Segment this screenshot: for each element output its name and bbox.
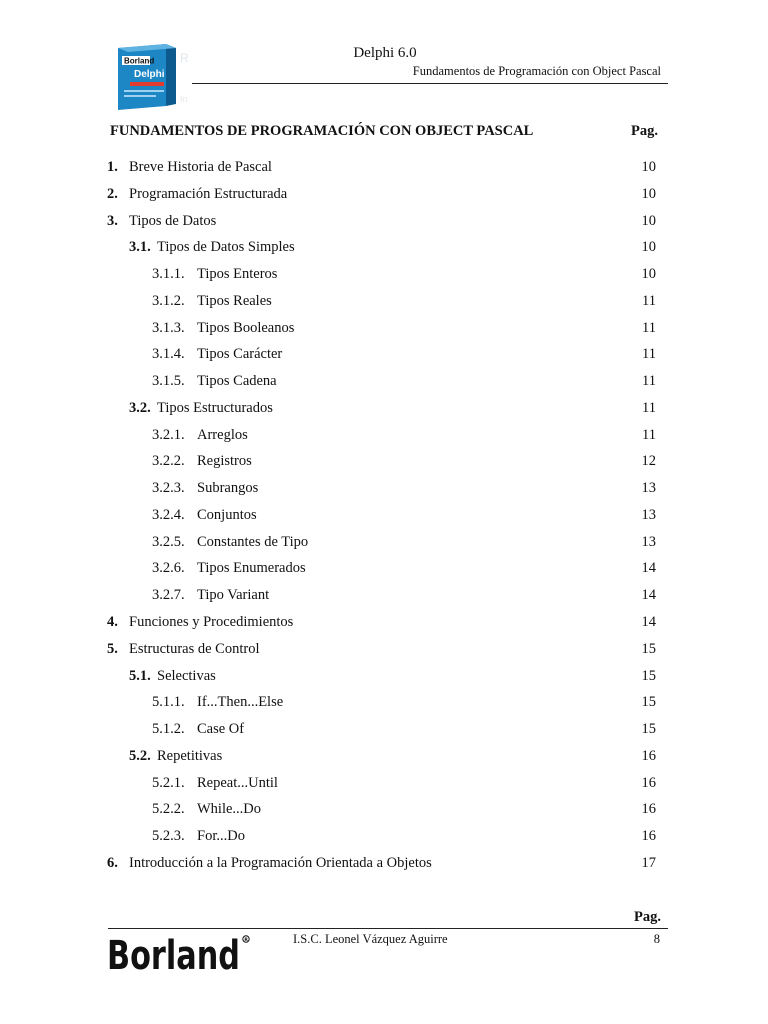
svg-text:In: In xyxy=(180,94,188,104)
toc-entry-title: Repetitivas xyxy=(157,747,223,764)
toc-entry xyxy=(0,689,768,716)
toc-entry-number: 6. xyxy=(107,854,118,871)
footer-page-number: 8 xyxy=(653,932,660,946)
box-brand-text: Borland xyxy=(124,56,155,66)
toc-entry-number: 3.2.7. xyxy=(152,587,185,604)
toc-entry-page: 16 xyxy=(641,774,656,791)
toc-entry-page: 11 xyxy=(642,399,656,416)
toc-entry-title: If...Then...Else xyxy=(197,694,284,711)
toc-entry-number: 5.2.1. xyxy=(152,774,185,791)
toc-entry xyxy=(0,448,768,475)
svg-text:R: R xyxy=(180,51,189,65)
toc-entry xyxy=(0,475,768,502)
toc-entry-title: Constantes de Tipo xyxy=(197,533,309,550)
toc-entry-page: 17 xyxy=(641,854,656,871)
toc-entry-number: 3.1.5. xyxy=(152,373,185,390)
toc-entry xyxy=(0,770,768,797)
toc-entry-number: 5.1.2. xyxy=(152,721,185,738)
toc-entry-title: Tipos Carácter xyxy=(197,346,283,363)
toc-entry-number: 3. xyxy=(107,212,118,229)
toc-entry-title: Tipos de Datos xyxy=(129,212,217,229)
toc-entry-title: Tipos Reales xyxy=(197,292,272,309)
toc-entry-page: 15 xyxy=(641,640,656,657)
toc-entry-number: 3.2. xyxy=(129,399,151,416)
toc-entry xyxy=(0,850,768,877)
toc-entry-page: 11 xyxy=(642,373,656,390)
toc-entry xyxy=(0,422,768,449)
toc-entry xyxy=(0,368,768,395)
toc-entry-page: 11 xyxy=(642,346,656,363)
toc-entry xyxy=(0,181,768,208)
toc-entry-title: While...Do xyxy=(197,801,262,818)
toc-entry-page: 10 xyxy=(641,239,656,256)
toc-entry-title: Funciones y Procedimientos xyxy=(129,614,294,631)
toc-entry-title: Repeat...Until xyxy=(197,774,278,791)
toc-entry-page: 15 xyxy=(641,721,656,738)
toc-entry xyxy=(0,663,768,690)
toc-entry xyxy=(0,529,768,556)
toc-entry-page: 15 xyxy=(641,667,656,684)
toc-entry-number: 5.1.1. xyxy=(152,694,185,711)
toc-entry-number: 3.1. xyxy=(129,239,151,256)
toc-entry xyxy=(0,743,768,770)
footer-divider xyxy=(108,928,668,929)
footer-page-label: Pag. xyxy=(634,909,661,925)
toc-entry-number: 3.1.4. xyxy=(152,346,185,363)
header-subtitle: Fundamentos de Programación con Object Pascal xyxy=(412,64,661,78)
toc-entry-number: 3.2.6. xyxy=(152,560,185,577)
toc-entry-title: Tipos Estructurados xyxy=(157,399,273,416)
toc-entry-number: 3.1.1. xyxy=(152,266,185,283)
toc-entry-title: Programación Estructurada xyxy=(129,185,288,202)
toc-entry-title: Tipo Variant xyxy=(197,587,270,604)
toc-page-column-label: Pag. xyxy=(631,123,658,139)
toc-entry-number: 5.2.3. xyxy=(152,828,185,845)
toc-entry xyxy=(0,796,768,823)
header-title: Delphi 6.0 xyxy=(353,45,417,61)
toc-entry-number: 5.2.2. xyxy=(152,801,185,818)
toc-entry-page: 14 xyxy=(641,560,656,577)
toc-entry-title: Conjuntos xyxy=(197,506,257,523)
toc-title: FUNDAMENTOS DE PROGRAMACIÓN CON OBJECT PASCAL xyxy=(110,123,534,139)
toc-entry-number: 3.2.4. xyxy=(152,506,185,523)
svg-text:Borland: Borland xyxy=(107,933,240,975)
toc-entry-page: 11 xyxy=(642,292,656,309)
toc-entry-page: 14 xyxy=(641,587,656,604)
toc-entry-page: 10 xyxy=(641,159,656,175)
toc-entry-number: 3.2.1. xyxy=(152,426,185,443)
toc-entry xyxy=(0,341,768,368)
toc-entry xyxy=(0,261,768,288)
toc-entry xyxy=(0,502,768,529)
toc-entry xyxy=(0,555,768,582)
toc-entry-title: Breve Historia de Pascal xyxy=(129,159,272,175)
toc-entry-page: 11 xyxy=(642,319,656,336)
box-product-text: Delphi xyxy=(134,69,165,80)
toc-entry xyxy=(0,823,768,850)
toc-entry-title: Tipos Booleanos xyxy=(197,319,295,336)
toc-entry-number: 3.1.3. xyxy=(152,319,185,336)
toc-entry xyxy=(0,716,768,743)
toc-entry-page: 15 xyxy=(641,694,656,711)
toc-entry-number: 3.2.2. xyxy=(152,453,185,470)
toc-entry-title: Registros xyxy=(197,453,252,470)
toc-entry-page: 16 xyxy=(641,828,656,845)
toc-entry xyxy=(0,234,768,261)
toc-entry-number: 5.1. xyxy=(129,667,151,684)
toc-entry xyxy=(0,288,768,315)
toc-entry-page: 13 xyxy=(641,506,656,523)
toc-entry-title: Tipos Cadena xyxy=(197,373,277,390)
toc-entry-title: For...Do xyxy=(197,828,245,845)
toc-entry-page: 10 xyxy=(641,185,656,202)
toc-entry-number: 2. xyxy=(107,185,118,202)
svg-text:R: R xyxy=(244,938,248,943)
toc-entry-page: 16 xyxy=(641,747,656,764)
toc-entry-number: 3.1.2. xyxy=(152,292,185,309)
toc-entry-title: Estructuras de Control xyxy=(129,640,260,657)
toc-entry-number: 5.2. xyxy=(129,747,151,764)
toc-entry-title: Tipos Enumerados xyxy=(197,560,306,577)
toc-entry xyxy=(0,395,768,422)
delphi-product-box-image xyxy=(116,44,192,110)
toc-entry-title: Case Of xyxy=(197,721,245,738)
toc-entry-title: Selectivas xyxy=(157,667,216,684)
header-divider xyxy=(192,83,668,84)
toc-entry-title: Tipos de Datos Simples xyxy=(157,239,295,256)
toc-entry xyxy=(0,636,768,663)
footer-author: I.S.C. Leonel Vázquez Aguirre xyxy=(293,932,448,946)
toc-entry-page: 11 xyxy=(642,426,656,443)
toc-entry-title: Introducción a la Programación Orientada a Objetos xyxy=(129,854,432,871)
table-of-contents xyxy=(0,154,768,877)
toc-entry-title: Tipos Enteros xyxy=(197,266,278,283)
borland-logo xyxy=(107,931,252,975)
toc-entry-page: 12 xyxy=(641,453,656,470)
toc-entry xyxy=(0,582,768,609)
toc-entry xyxy=(0,208,768,235)
toc-entry-page: 13 xyxy=(641,480,656,497)
toc-entry-page: 10 xyxy=(641,266,656,283)
toc-entry-number: 3.2.3. xyxy=(152,480,185,497)
toc-entry-page: 16 xyxy=(641,801,656,818)
toc-entry-page: 14 xyxy=(641,614,656,631)
toc-entry-number: 1. xyxy=(107,159,118,175)
toc-entry-title: Subrangos xyxy=(197,480,259,497)
toc-entry xyxy=(0,609,768,636)
toc-entry xyxy=(0,154,768,181)
toc-entry-page: 10 xyxy=(641,212,656,229)
toc-entry xyxy=(0,315,768,342)
toc-entry-page: 13 xyxy=(641,533,656,550)
toc-entry-title: Arreglos xyxy=(197,426,248,443)
toc-entry-number: 4. xyxy=(107,614,118,631)
toc-entry-number: 3.2.5. xyxy=(152,533,185,550)
toc-entry-number: 5. xyxy=(107,640,118,657)
